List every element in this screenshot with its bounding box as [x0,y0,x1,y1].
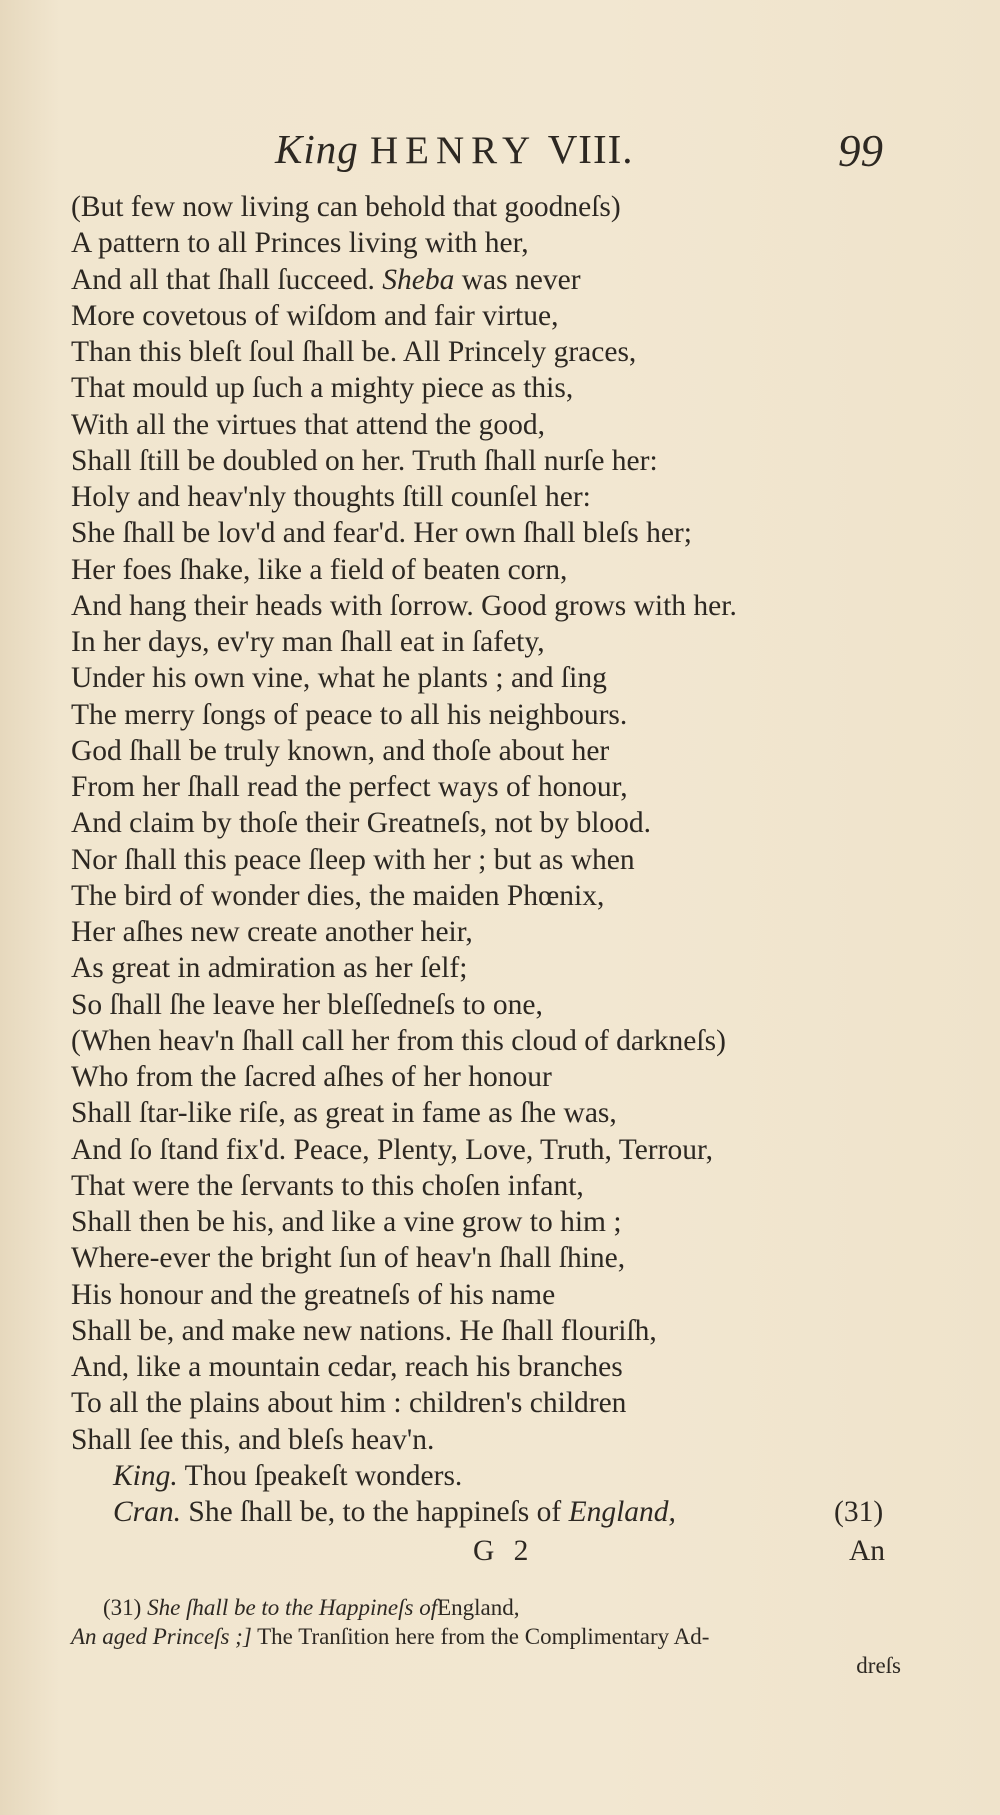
verse-line: With all the virtues that attend the good, [71,408,545,441]
verse-line: (When heav'n ſhall call her from this cloud of darkneſs) [71,1024,726,1057]
speech-text: Thou ſpeakeſt wonders. [184,1459,463,1492]
verse-block [71,189,911,1530]
title-king: King [275,126,359,172]
footnote-lemma-england: England, [437,1595,520,1620]
title-henry: HENRY [370,129,538,172]
footnote [71,1593,901,1680]
verse-line: Shall then be his, and like a vine grow to him ; [71,1206,622,1238]
king-speech [71,1458,911,1494]
verse-line: And ſo ſtand fix'd. Peace, Plenty, Love, Truth, Terrour, [71,1133,713,1166]
verse-line: (But few now living can behold that goodneſs) [71,191,621,223]
verse-line: Shall ſtar-like riſe, as great in fame as ſhe was, [71,1097,617,1130]
verse-line: Under his own vine, what he plants ; and ſing [71,662,607,695]
england-name: England, [568,1496,676,1528]
signature-row [0,1535,1000,1571]
footnote-reference: (31) [834,1496,884,1528]
verse-line: And, like a mountain cedar, reach his branches [71,1351,623,1383]
verse-line: God ſhall be truly known, and thoſe about her [71,734,610,767]
title-viii: VIII. [547,126,634,172]
cran-speech [71,1494,911,1530]
running-header [0,125,1000,185]
verse-line: She ſhall be lov'd and fear'd. Her own ſhall bleſs her; [71,517,692,550]
verse-line: Shall be, and make new nations. He ſhall flouriſh, [71,1314,657,1347]
verse-line: A pattern to all Princes living with her, [71,227,529,260]
verse-line: Her aſhes new create another heir, [71,916,473,948]
page-number: 99 [838,126,883,176]
verse-line: More covetous of wiſdom and fair virtue, [71,299,559,332]
verse-line [71,262,911,298]
verse-line: So ſhall ſhe leave her bleſſedneſs to one, [71,988,543,1021]
footnote-text: The Tranſition here from the Complimentary Ad- [257,1624,710,1649]
verse-line: The merry ſongs of peace to all his neighbours. [71,698,628,731]
verse-line: That were the ſervants to this choſen infant, [71,1169,584,1202]
verse-line: His honour and the greatneſs of his name [71,1278,556,1311]
verse-line: Shall ſtill be doubled on her. Truth ſhall nurſe her: [71,444,658,477]
verse-line: Nor ſhall this peace ſleep with her ; but as when [71,843,635,876]
footnote-lemma: She ſhall be to the Happineſs of [147,1595,438,1620]
footnote-number: (31) [103,1595,142,1620]
footnote-line [71,1622,901,1651]
signature-mark: G 2 [473,1535,535,1567]
verse-line: That mould up ſuch a mighty piece as this, [71,372,574,405]
speaker-king: King. [113,1459,178,1492]
catchword: An [849,1535,886,1567]
verse-line: Her foes ſhake, like a field of beaten corn, [71,553,568,586]
verse-line: The bird of wonder dies, the maiden Phœnix, [71,879,605,912]
verse-line: Shall ſee this, and bleſs heav'n. [71,1423,435,1456]
verse-line: And hang their heads with ſorrow. Good grows with her. [71,589,737,622]
verse-line: Holy and heav'nly thoughts ſtill counſel her: [71,481,591,513]
verse-text: And all that ſhall ſucceed. [71,263,375,296]
verse-line: From her ſhall read the perfect ways of honour, [71,771,628,803]
footnote-continuation: dreſs [856,1653,901,1678]
running-title [275,125,634,173]
verse-line: Who from the ſacred aſhes of her honour [71,1061,552,1093]
speech-text: She ſhall be, to the happineſs of [188,1496,562,1528]
verse-line: Than this bleſt ſoul ſhall be. All Princely graces, [71,336,637,368]
verse-line: As great in admiration as her ſelf; [71,952,468,985]
sheba-name: Sheba [382,263,455,296]
verse-text: was never [461,263,581,296]
verse-line: And claim by thoſe their Greatneſs, not by blood. [71,807,652,840]
footnote-line [71,1593,901,1622]
speaker-cran: Cran. [113,1496,182,1528]
verse-line: To all the plains about him : children's children [71,1387,627,1420]
verse-line: Where-ever the bright ſun of heav'n ſhall ſhine, [71,1242,626,1275]
footnote-lemma-end: An aged Princeſs ;] [71,1624,252,1649]
verse-line: In her days, ev'ry man ſhall eat in ſafety, [71,626,545,658]
